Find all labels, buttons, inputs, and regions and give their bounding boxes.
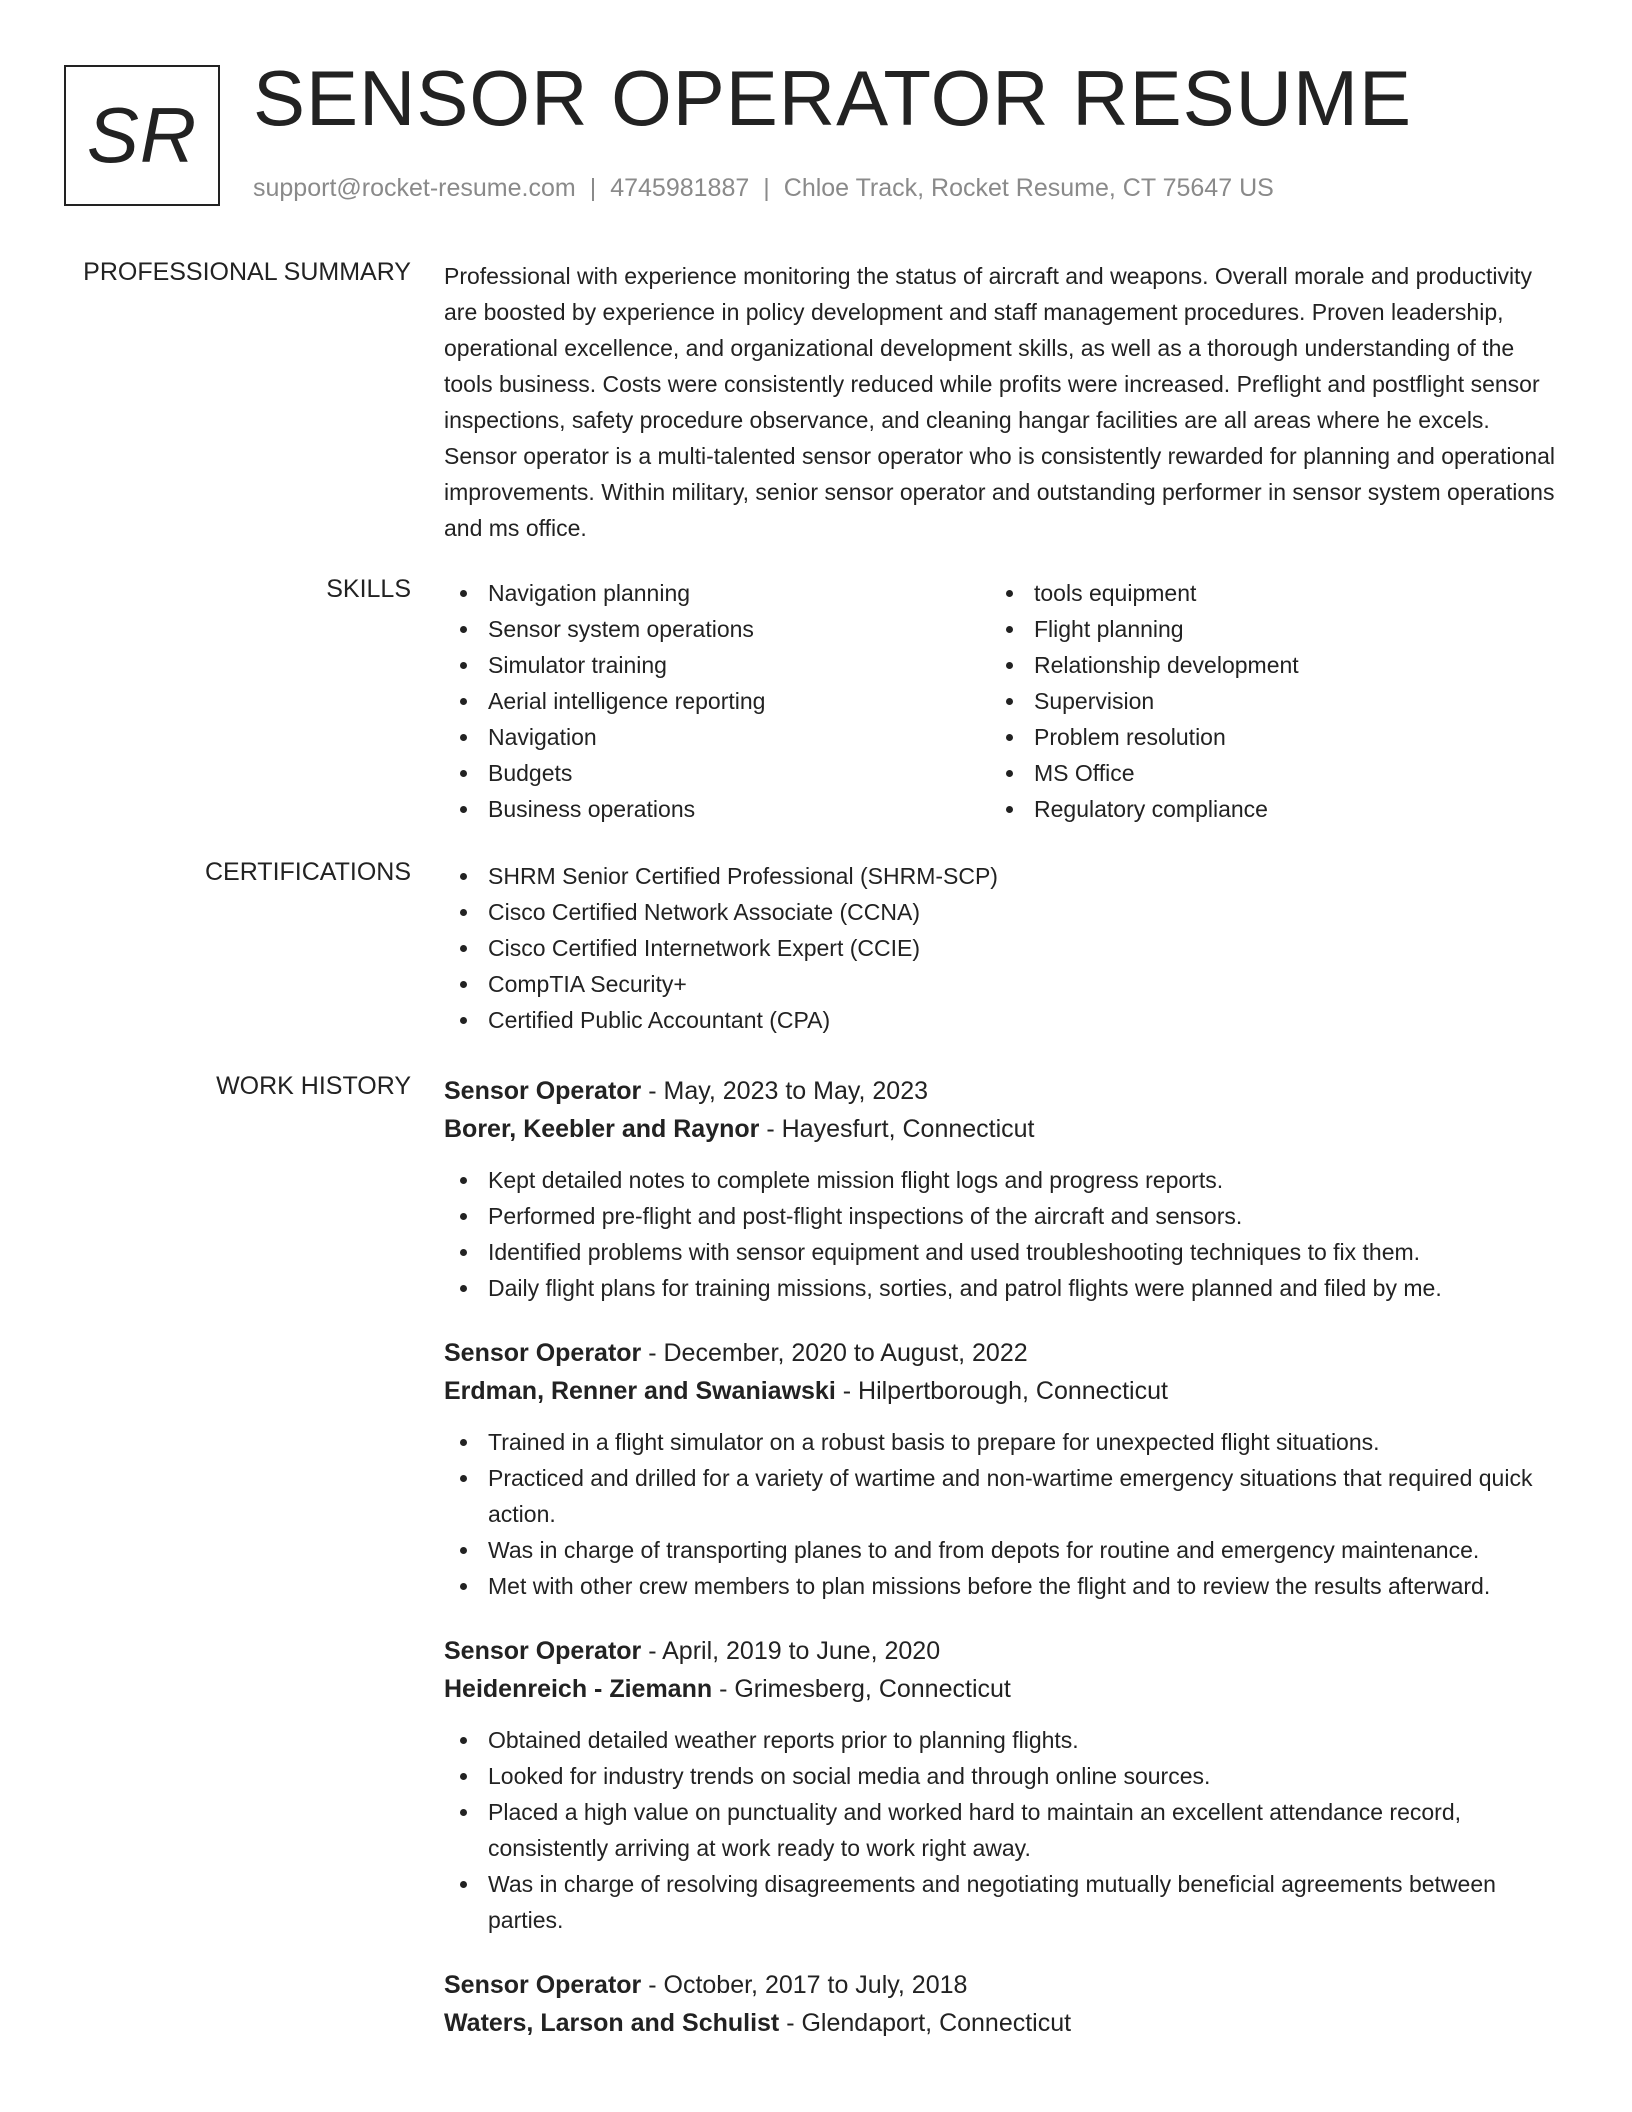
skill-item: Business operations (444, 791, 990, 827)
job-title: Sensor Operator (444, 1077, 642, 1105)
contact-address: Chloe Track, Rocket Resume, CT 75647 US (783, 174, 1274, 202)
job-title: Sensor Operator (444, 1971, 642, 1999)
certification-item: Cisco Certified Internetwork Expert (CCIE) (444, 930, 1564, 966)
job-dates: - April, 2019 to June, 2020 (641, 1637, 941, 1665)
skill-item: Navigation planning (444, 575, 990, 611)
job-duty-item: Met with other crew members to plan missions before the flight and to review the results afterward. (444, 1568, 1564, 1604)
certifications-list (444, 858, 1564, 1038)
job-company-line (444, 1372, 1564, 1410)
skills-content (444, 575, 1564, 827)
contact-phone[interactable]: 4745981887 (610, 174, 750, 202)
summary-heading: PROFESSIONAL SUMMARY (83, 258, 411, 286)
skills-column-2 (990, 575, 1536, 827)
monogram-initials: SR (86, 91, 198, 179)
job-entry (444, 1632, 1564, 1938)
job-dates: - December, 2020 to August, 2022 (641, 1339, 1028, 1367)
job-duty-item: Daily flight plans for training missions, sorties, and patrol flights were planned and filed by me. (444, 1270, 1564, 1306)
job-company: Waters, Larson and Schulist (444, 2009, 780, 2037)
job-duty-item: Identified problems with sensor equipment and used troubleshooting techniques to fix them. (444, 1234, 1564, 1270)
contact-email[interactable]: support@rocket-resume.com (253, 174, 576, 202)
certifications-content (444, 858, 1564, 1038)
job-company: Erdman, Renner and Swaniawski (444, 1377, 836, 1405)
contact-separator: | (589, 174, 597, 202)
job-location: - Hilpertborough, Connecticut (835, 1377, 1168, 1405)
job-duty-item: Performed pre-flight and post-flight inspections of the aircraft and sensors. (444, 1198, 1564, 1234)
job-title: Sensor Operator (444, 1637, 642, 1665)
job-duty-item: Obtained detailed weather reports prior to planning flights. (444, 1722, 1564, 1758)
skill-item: Supervision (990, 683, 1536, 719)
job-entry (444, 1334, 1564, 1604)
job-duties (444, 1162, 1564, 1306)
certification-item: CompTIA Security+ (444, 966, 1564, 1002)
skills-column-1 (444, 575, 990, 827)
summary-content (444, 258, 1564, 546)
contact-separator: | (763, 174, 770, 202)
job-company-line (444, 1670, 1564, 1708)
job-entry (444, 1072, 1564, 1306)
job-duty-item: Kept detailed notes to complete mission flight logs and progress reports. (444, 1162, 1564, 1198)
skill-item: Relationship development (990, 647, 1536, 683)
skill-item: MS Office (990, 755, 1536, 791)
job-title: Sensor Operator (444, 1339, 642, 1367)
job-duty-item: Placed a high value on punctuality and worked hard to maintain an excellent attendance record, consistently arriving at work ready to work right away. (444, 1794, 1564, 1866)
skill-item: Sensor system operations (444, 611, 990, 647)
job-title-line (444, 1072, 1564, 1110)
skill-item: Simulator training (444, 647, 990, 683)
job-title-line (444, 1966, 1564, 2004)
job-location: - Hayesfurt, Connecticut (759, 1115, 1035, 1143)
certification-item: Cisco Certified Network Associate (CCNA) (444, 894, 1564, 930)
summary-text: Professional with experience monitoring the status of aircraft and weapons. Overall morale and productivity are boosted by experience in policy development and staff management procedures. Proven leadership, operational excellence, and organizational development skills, as well as a thorough understanding of the tools business. Costs were consistently reduced while profits were increased. Preflight and postflight sensor inspections, safety procedure observance, and cleaning hangar facilities are all areas where he excels. Sensor operator is a multi-talented sensor operator who is consistently rewarded for planning and operational improvements. Within military, senior sensor operator and outstanding performer in sensor system operations and ms office. (444, 263, 1556, 541)
job-dates: - May, 2023 to May, 2023 (641, 1077, 928, 1105)
skill-item: Flight planning (990, 611, 1536, 647)
job-title-line (444, 1632, 1564, 1670)
job-duty-item: Looked for industry trends on social media and through online sources. (444, 1758, 1564, 1794)
skill-item: Budgets (444, 755, 990, 791)
certification-item: SHRM Senior Certified Professional (SHRM-SCP) (444, 858, 1564, 894)
job-duties (444, 1424, 1564, 1604)
job-duty-item: Was in charge of transporting planes to and from depots for routine and emergency maintenance. (444, 1532, 1564, 1568)
job-duty-item: Was in charge of resolving disagreements and negotiating mutually beneficial agreements between parties. (444, 1866, 1564, 1938)
job-duties (444, 1722, 1564, 1938)
work-history-heading: WORK HISTORY (216, 1072, 411, 1100)
skill-item: Navigation (444, 719, 990, 755)
certification-item: Certified Public Accountant (CPA) (444, 1002, 1564, 1038)
work-history-content (444, 1072, 1564, 2070)
skill-item: Regulatory compliance (990, 791, 1536, 827)
skill-item: Problem resolution (990, 719, 1536, 755)
job-company: Borer, Keebler and Raynor (444, 1115, 760, 1143)
skills-heading: SKILLS (326, 575, 411, 603)
skill-item: Aerial intelligence reporting (444, 683, 990, 719)
job-duty-item: Trained in a flight simulator on a robust basis to prepare for unexpected flight situations. (444, 1424, 1564, 1460)
monogram-badge (64, 65, 220, 206)
job-company: Heidenreich - Ziemann (444, 1675, 713, 1703)
job-title-line (444, 1334, 1564, 1372)
job-location: - Glendaport, Connecticut (779, 2009, 1072, 2037)
job-duty-item: Practiced and drilled for a variety of wartime and non-wartime emergency situations that required quick action. (444, 1460, 1564, 1532)
contact-line (253, 174, 1274, 203)
job-entry (444, 1966, 1564, 2042)
page-title: SENSOR OPERATOR RESUME (253, 54, 1412, 142)
job-location: - Grimesberg, Connecticut (712, 1675, 1011, 1703)
job-dates: - October, 2017 to July, 2018 (641, 1971, 968, 1999)
skill-item: tools equipment (990, 575, 1536, 611)
certifications-heading: CERTIFICATIONS (204, 858, 411, 886)
job-company-line (444, 2004, 1564, 2042)
job-company-line (444, 1110, 1564, 1148)
